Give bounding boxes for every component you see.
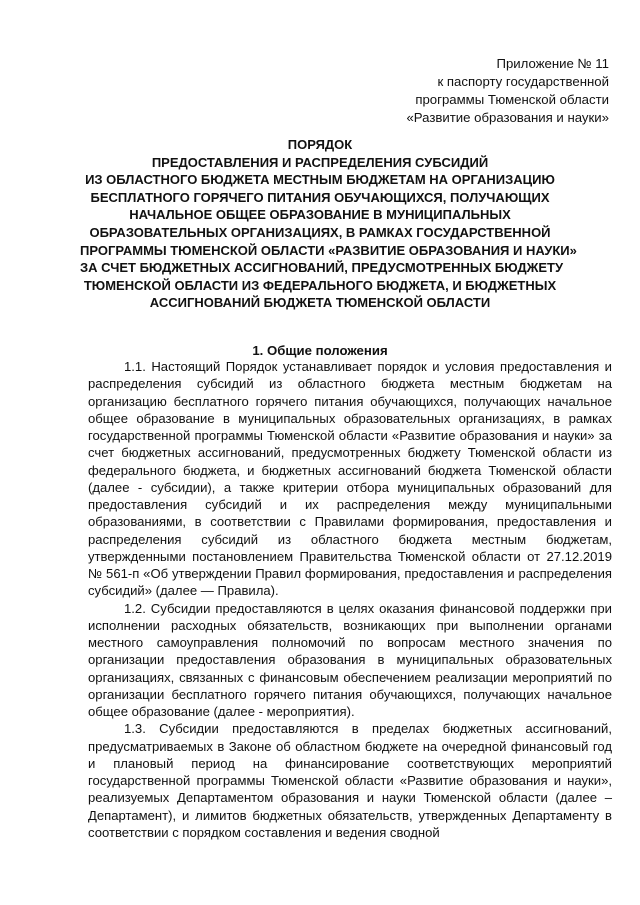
appendix-line: «Развитие образования и науки» [406, 110, 609, 125]
paragraph-1-1: 1.1. Настоящий Порядок устанавливает порядок и условия предоставления и распределения субсидий из областного бюджета местным бюджетам на организацию бесплатного горячего питания обучающихся, получающих начальное общее образование в муниципальных образовательных организациях, в рамках государственной программы Тюменской области «Развитие образования и науки» за счет бюджетных ассигнований, предусмотренных бюджету Тюменской области из федерального бюджета, и бюджетных ассигнований бюджета Тюменской области (далее - субсидии), а также критерии отбора муниципальных образований для предоставления субсидий и их распределения между муниципальными образованиями, в соответствии с Правилами формирования, предоставления и распределения субсидий из областного бюджета местным бюджетам, утвержденными постановлением Правительства Тюменской области от 27.12.2019 № 561-п «Об утверждении Правил формирования, предоставления и распределения субсидий» (далее — Правила). [88, 359, 612, 599]
section-body [88, 358, 612, 841]
section-heading: 1. Общие положения [252, 343, 388, 358]
appendix-header [406, 55, 609, 127]
title-line: ПРЕДОСТАВЛЕНИЯ И РАСПРЕДЕЛЕНИЯ СУБСИДИЙ [151, 154, 489, 170]
title-line: ЗА СЧЕТ БЮДЖЕТНЫХ АССИГНОВАНИЙ, ПРЕДУСМОТРЕННЫХ БЮДЖЕТУ [80, 260, 564, 276]
title-line: ИЗ ОБЛАСТНОГО БЮДЖЕТА МЕСТНЫМ БЮДЖЕТАМ НА ОРГАНИЗАЦИЮ [85, 172, 555, 188]
title-line: ТЮМЕНСКОЙ ОБЛАСТИ ИЗ ФЕДЕРАЛЬНОГО БЮДЖЕТА, И БЮДЖЕТНЫХ [83, 277, 557, 293]
appendix-line: к паспорту государственной [437, 74, 609, 89]
title-line: АССИГНОВАНИЙ БЮДЖЕТА ТЮМЕНСКОЙ ОБЛАСТИ [149, 295, 491, 311]
title-line: ПОРЯДОК [287, 137, 353, 152]
title-line: БЕСПЛАТНОГО ГОРЯЧЕГО ПИТАНИЯ ОБУЧАЮЩИХСЯ, ПОЛУЧАЮЩИХ [90, 189, 550, 205]
appendix-line: программы Тюменской области [415, 92, 609, 107]
title-line: ОБРАЗОВАТЕЛЬНЫХ ОРГАНИЗАЦИЯХ, В РАМКАХ ГОСУДАРСТВЕННОЙ [89, 224, 551, 240]
document-title [80, 136, 577, 312]
paragraph-1-3: 1.3. Субсидии предоставляются в пределах бюджетных ассигнований, предусматриваемых в Законе об областном бюджете на очередной финансовый год и плановый период на финансирование соответствующих мероприятий государственной программы Тюменской области «Развитие образования и науки», реализуемых Департаментом образования и науки Тюменской области (далее – Департамент), и лимитов бюджетных обязательств, утвержденных Департаменту в соответствии с порядком составления и ведения сводной [88, 721, 612, 840]
paragraph-1-2: 1.2. Субсидии предоставляются в целях оказания финансовой поддержки при исполнении расходных обязательств, возникающих при выполнении органами местного самоуправления полномочий по вопросам местного значения по организации предоставления образования в муниципальных образовательных организациях, связанных с финансовым обеспечением реализации мероприятий по организации бесплатного горячего питания обучающихся, получающих начальное общее образование (далее - мероприятия). [88, 600, 612, 719]
appendix-line: Приложение № 11 [496, 56, 609, 71]
title-line: НАЧАЛЬНОЕ ОБЩЕЕ ОБРАЗОВАНИЕ В МУНИЦИПАЛЬНЫХ [129, 207, 511, 223]
title-line: ПРОГРАММЫ ТЮМЕНСКОЙ ОБЛАСТИ «РАЗВИТИЕ ОБРАЗОВАНИЯ И НАУКИ» [80, 242, 577, 258]
